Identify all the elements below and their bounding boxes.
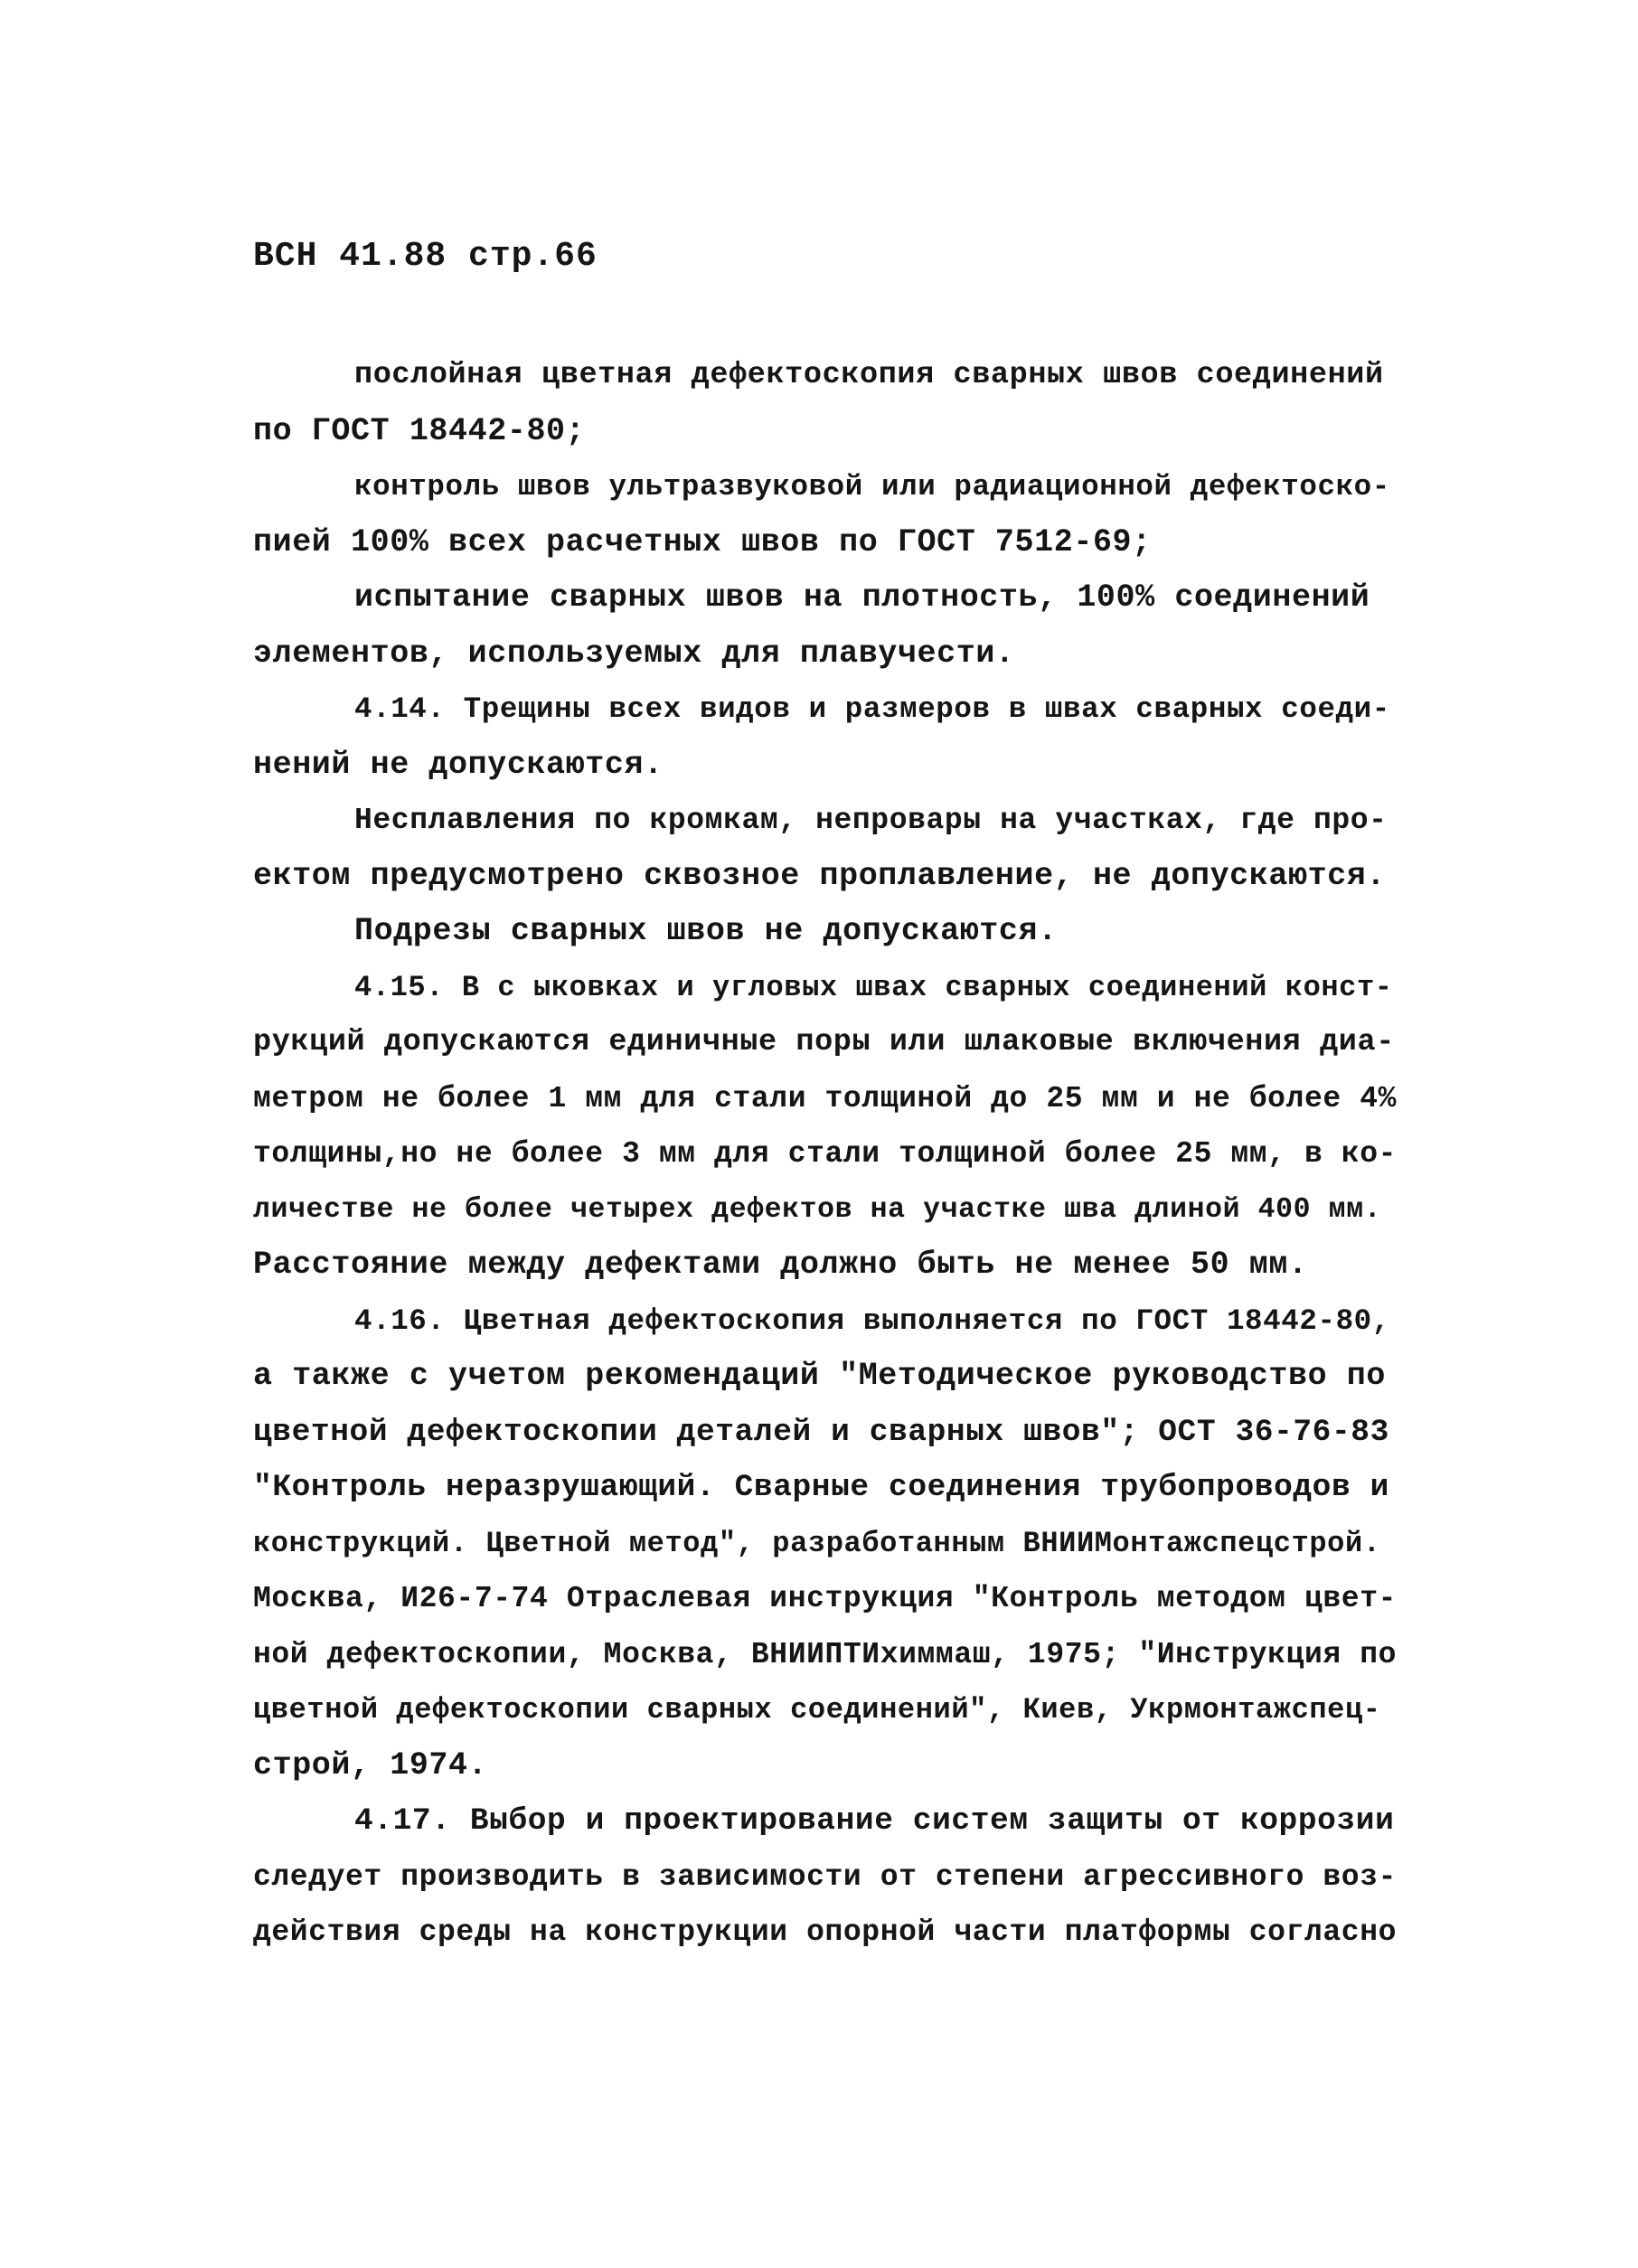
text-line: 4.17. Выбор и проектирование систем защиты от коррозии [354,1803,1395,1839]
text-line: действия среды на конструкции опорной части платформы согласно [253,1915,1397,1949]
text-line: конструкций. Цветной метод", разработанным ВНИИМонтажспецстрой. [253,1526,1381,1560]
text-line: рукций допускаются единичные поры или шлаковые включения диа- [253,1025,1395,1059]
text-line: контроль швов ультразвуковой или радиационной дефектоско- [354,470,1390,503]
text-line: 4.14. Трещины всех видов и размеров в швах сварных соеди- [354,692,1390,726]
text-line: 4.15. В с ыковках и угловых швах сварных соединений конст- [354,970,1393,1004]
text-line: "Контроль неразрушающий. Сварные соединения трубопроводов и [253,1470,1389,1505]
text-line: послойная цветная дефектоскопия сварных швов соединений [354,358,1384,392]
text-line: толщины,но не более 3 мм для стали толщиной более 25 мм, в ко- [253,1137,1397,1171]
page-header: ВСН 41.88 стр.66 [253,237,598,276]
text-line: пией 100% всех расчетных швов по ГОСТ 7512-69; [253,523,1152,560]
text-line: Несплавления по кромкам, непровары на участках, где про- [354,804,1388,837]
text-line: 4.16. Цветная дефектоскопия выполняется по ГОСТ 18442-80, [354,1303,1390,1338]
text-line: строй, 1974. [253,1746,488,1783]
text-line: метром не более 1 мм для стали толщиной до 25 мм и не более 4% [253,1081,1397,1115]
text-line: Расстояние между дефектами должно быть не менее 50 мм. [253,1247,1308,1283]
text-line: цветной дефектоскопии сварных соединений", Киев, Укрмонтажспец- [253,1693,1381,1727]
text-line: а также с учетом рекомендаций "Методическое руководство по [253,1358,1386,1394]
text-line: ной дефектоскопии, Москва, ВНИИПТИхиммаш, 1975; "Инструкция по [253,1637,1397,1671]
text-line: личестве не более четырех дефектов на участке шва длиной 400 мм. [253,1193,1382,1226]
text-line: испытание сварных швов на плотность, 100% соединений [354,579,1370,616]
document-body [253,348,1397,1961]
text-line: ектом предусмотрено сквозное проплавление, не допускаются. [253,857,1386,894]
text-line: следует производить в зависимости от степени агрессивного воз- [253,1859,1397,1894]
text-line: Москва, И26-7-74 Отраслевая инструкция "Контроль методом цвет- [253,1582,1397,1615]
text-line: нений не допускаются. [253,746,664,783]
text-line: по ГОСТ 18442-80; [253,412,586,449]
text-line: Подрезы сварных швов не допускаются. [354,913,1058,949]
text-line: цветной дефектоскопии деталей и сварных швов"; ОСТ 36-76-83 [253,1414,1389,1450]
text-line: элементов, используемых для плавучести. [253,635,1015,672]
